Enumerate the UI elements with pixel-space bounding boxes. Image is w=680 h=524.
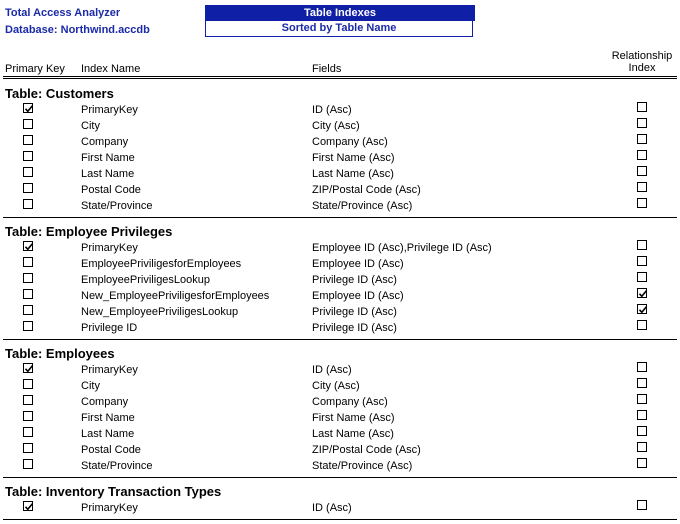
- relationship-index-checkbox: [637, 240, 647, 250]
- database-name: Database: Northwind.accdb: [5, 24, 150, 36]
- relationship-index-checkbox: [637, 394, 647, 404]
- relationship-index-checkbox: [637, 102, 647, 112]
- column-header-fields: Fields: [312, 63, 342, 75]
- fields-cell: ID (Asc): [312, 364, 352, 376]
- index-name-cell: City: [81, 120, 100, 132]
- relationship-index-checkbox: [637, 118, 647, 128]
- relationship-index-checkbox: [637, 442, 647, 452]
- fields-cell: ID (Asc): [312, 104, 352, 116]
- fields-cell: Employee ID (Asc): [312, 290, 404, 302]
- fields-cell: Privilege ID (Asc): [312, 306, 397, 318]
- primary-key-checkbox: [23, 167, 33, 177]
- relationship-index-checkbox: [637, 410, 647, 420]
- primary-key-checkbox: [23, 119, 33, 129]
- primary-key-checkbox: [23, 183, 33, 193]
- fields-cell: State/Province (Asc): [312, 200, 413, 212]
- column-header-relationship-index: [607, 50, 677, 74]
- primary-key-checkbox: [23, 257, 33, 267]
- relationship-index-checkbox: [637, 166, 647, 176]
- primary-key-checkbox: [23, 135, 33, 145]
- primary-key-checkbox: [23, 459, 33, 469]
- section-title: Table: Customers: [5, 86, 114, 101]
- section-divider: [3, 217, 677, 218]
- header-rule-secondary: [3, 78, 677, 79]
- index-name-cell: PrimaryKey: [81, 502, 138, 514]
- primary-key-checkbox: [23, 427, 33, 437]
- fields-cell: Employee ID (Asc): [312, 258, 404, 270]
- fields-cell: Employee ID (Asc),Privilege ID (Asc): [312, 242, 492, 254]
- index-name-cell: Company: [81, 136, 129, 148]
- fields-cell: State/Province (Asc): [312, 460, 413, 472]
- index-name-cell: Postal Code: [81, 184, 141, 196]
- index-name-cell: New_EmployeePriviligesLookup: [81, 306, 239, 318]
- section-title: Table: Employee Privileges: [5, 224, 173, 239]
- index-name-cell: PrimaryKey: [81, 104, 138, 116]
- relationship-index-checkbox: [637, 320, 647, 330]
- primary-key-checkbox: [23, 273, 33, 283]
- fields-cell: Privilege ID (Asc): [312, 322, 397, 334]
- column-header-relationship-line1: Relationship: [611, 50, 673, 62]
- relationship-index-checkbox: [637, 426, 647, 436]
- section-title: Table: Inventory Transaction Types: [5, 484, 222, 499]
- index-name-cell: State/Province: [81, 460, 153, 472]
- fields-cell: Privilege ID (Asc): [312, 274, 397, 286]
- relationship-index-checkbox: [637, 198, 647, 208]
- relationship-index-checkbox: [637, 500, 647, 510]
- section-divider: [3, 477, 677, 478]
- fields-cell: City (Asc): [312, 380, 360, 392]
- fields-cell: First Name (Asc): [312, 412, 395, 424]
- index-name-cell: Last Name: [81, 428, 135, 440]
- relationship-index-checkbox-checked: [637, 288, 647, 298]
- relationship-index-checkbox: [637, 150, 647, 160]
- section-divider: [3, 519, 677, 520]
- section-divider: [3, 339, 677, 340]
- primary-key-checkbox: [23, 199, 33, 209]
- index-name-cell: PrimaryKey: [81, 364, 138, 376]
- primary-key-checkbox: [23, 379, 33, 389]
- primary-key-checkbox-checked: [23, 241, 33, 251]
- column-header-index-name: Index Name: [81, 63, 141, 75]
- relationship-index-checkbox: [637, 134, 647, 144]
- primary-key-checkbox: [23, 321, 33, 331]
- primary-key-checkbox: [23, 395, 33, 405]
- fields-cell: ZIP/Postal Code (Asc): [312, 184, 421, 196]
- fields-cell: Company (Asc): [312, 396, 388, 408]
- report-subtitle: Sorted by Table Name: [205, 20, 473, 37]
- relationship-index-checkbox: [637, 272, 647, 282]
- index-name-cell: EmployeePriviligesforEmployees: [81, 258, 242, 270]
- primary-key-checkbox: [23, 151, 33, 161]
- fields-cell: First Name (Asc): [312, 152, 395, 164]
- index-name-cell: First Name: [81, 412, 135, 424]
- fields-cell: ZIP/Postal Code (Asc): [312, 444, 421, 456]
- index-name-cell: First Name: [81, 152, 135, 164]
- section-title: Table: Employees: [5, 346, 115, 361]
- index-name-cell: City: [81, 380, 100, 392]
- index-name-cell: PrimaryKey: [81, 242, 138, 254]
- primary-key-checkbox: [23, 411, 33, 421]
- index-name-cell: Company: [81, 396, 129, 408]
- primary-key-checkbox: [23, 443, 33, 453]
- fields-cell: Last Name (Asc): [312, 428, 394, 440]
- primary-key-checkbox-checked: [23, 103, 33, 113]
- relationship-index-checkbox: [637, 362, 647, 372]
- fields-cell: Company (Asc): [312, 136, 388, 148]
- column-header-primary-key: Primary Key: [5, 63, 65, 75]
- report-title: Table Indexes: [205, 5, 475, 21]
- primary-key-checkbox: [23, 305, 33, 315]
- index-name-cell: State/Province: [81, 200, 153, 212]
- index-name-cell: Privilege ID: [81, 322, 138, 334]
- index-name-cell: New_EmployeePriviligesforEmployees: [81, 290, 270, 302]
- relationship-index-checkbox-checked: [637, 304, 647, 314]
- relationship-index-checkbox: [637, 256, 647, 266]
- primary-key-checkbox-checked: [23, 363, 33, 373]
- relationship-index-checkbox: [637, 182, 647, 192]
- fields-cell: ID (Asc): [312, 502, 352, 514]
- primary-key-checkbox: [23, 289, 33, 299]
- column-header-relationship-line2: Index: [628, 62, 656, 74]
- fields-cell: Last Name (Asc): [312, 168, 394, 180]
- relationship-index-checkbox: [637, 458, 647, 468]
- app-title: Total Access Analyzer: [5, 7, 121, 19]
- header-rule: [3, 76, 677, 77]
- primary-key-checkbox-checked: [23, 501, 33, 511]
- fields-cell: City (Asc): [312, 120, 360, 132]
- relationship-index-checkbox: [637, 378, 647, 388]
- index-name-cell: Postal Code: [81, 444, 141, 456]
- index-name-cell: Last Name: [81, 168, 135, 180]
- index-name-cell: EmployeePriviligesLookup: [81, 274, 211, 286]
